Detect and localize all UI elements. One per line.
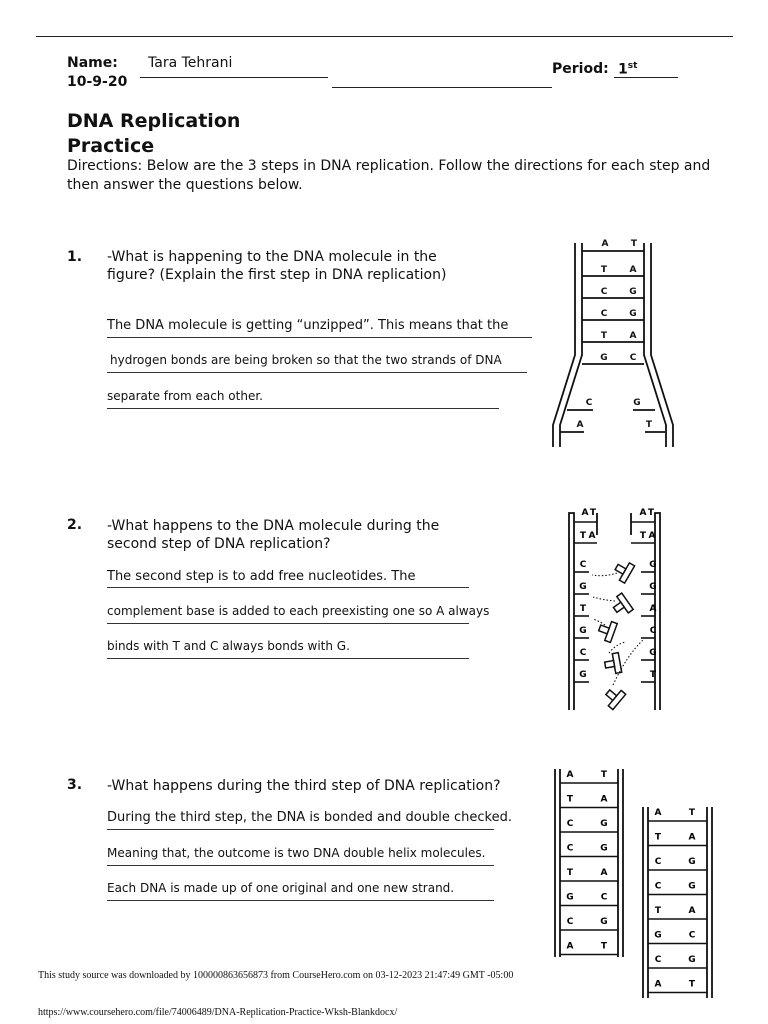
base-label: T xyxy=(639,531,647,541)
free-nucleotide xyxy=(603,653,621,675)
base-label: C xyxy=(566,843,574,854)
answer-3-line-3: Each DNA is made up of one original and one new strand. xyxy=(107,881,455,895)
question-2-text: -What happens to the DNA molecule during the second step of DNA replication? xyxy=(107,518,440,552)
base-label: G xyxy=(629,287,637,297)
date-value: 10-9-20 xyxy=(67,74,128,90)
nucleotide-arrow xyxy=(593,619,605,625)
answer-line xyxy=(107,337,532,338)
base-label: T xyxy=(589,508,597,518)
question-1-text: -What is happening to the DNA molecule in the figure? (Explain the first step in DNA replication) xyxy=(107,249,447,283)
answer-2-line-2: complement base is added to each preexisting one so A always xyxy=(107,604,490,618)
base-label: G xyxy=(654,930,662,941)
free-nucleotide xyxy=(596,618,617,642)
base-label: G xyxy=(649,560,657,570)
base-label: T xyxy=(600,941,608,952)
base-label: G xyxy=(633,398,641,408)
dna-unzipping-figure xyxy=(545,235,675,450)
base-label: G xyxy=(600,353,608,363)
dna-daughter-molecule-2 xyxy=(640,803,720,1003)
base-label: A xyxy=(654,979,662,990)
base-label: G xyxy=(600,843,608,854)
base-label: C xyxy=(579,560,587,570)
base-label: T xyxy=(688,979,696,990)
footer-source-url[interactable]: https://www.coursehero.com/file/74006489/DNA-Replication-Practice-Wksh-Blankdocx/ xyxy=(38,1007,398,1018)
base-label: G xyxy=(629,309,637,319)
base-label: G xyxy=(688,955,696,965)
answer-line xyxy=(107,865,494,866)
base-label: C xyxy=(600,892,608,903)
footer-download-note: This study source was downloaded by 100000863656873 from CourseHero.com on 03-12-2023 21:47:49 GMT -05:00 xyxy=(38,970,514,981)
question-3-number: 3. xyxy=(67,777,83,793)
answer-1-line-3: separate from each other. xyxy=(107,389,263,403)
top-rule xyxy=(36,36,733,37)
name-underline xyxy=(140,77,328,78)
base-label: C xyxy=(600,287,608,297)
base-label: G xyxy=(579,582,587,592)
answer-line xyxy=(107,408,499,409)
base-label: T xyxy=(579,604,587,614)
base-label: G xyxy=(579,670,587,680)
answer-2-line-1: The second step is to add free nucleotides. The xyxy=(107,569,416,584)
answer-line xyxy=(107,372,527,373)
name-value: Tara Tehrani xyxy=(148,55,233,71)
base-label: G xyxy=(649,648,657,658)
base-label: T xyxy=(647,508,655,518)
answer-line xyxy=(107,900,494,901)
answer-line xyxy=(107,658,469,659)
base-label: G xyxy=(600,917,608,927)
answer-1-line-2: hydrogen bonds are being broken so that the two strands of DNA xyxy=(110,353,502,367)
base-label: G xyxy=(579,626,587,636)
base-label: T xyxy=(600,265,608,275)
ladder-bases xyxy=(648,808,707,993)
answer-line xyxy=(107,829,494,830)
base-label: G xyxy=(649,582,657,592)
answer-line xyxy=(107,623,469,624)
date-underline xyxy=(332,87,552,88)
dna-free-nucleotides-figure xyxy=(565,505,675,715)
base-label: G xyxy=(688,857,696,867)
base-label: C xyxy=(654,881,662,892)
name-label: Name: xyxy=(67,55,118,71)
free-nucleotide xyxy=(609,593,633,618)
base-label: A xyxy=(639,508,647,518)
base-label: A xyxy=(654,808,662,818)
base-label: C xyxy=(585,398,593,408)
base-label: G xyxy=(688,881,696,892)
base-label: T xyxy=(566,868,574,878)
answer-2-line-3: binds with T and C always bonds with G. xyxy=(107,639,350,653)
ladder-rails xyxy=(555,769,623,957)
page-title: DNA Replication Practice xyxy=(67,110,241,157)
base-label: G xyxy=(600,819,608,829)
base-label: A xyxy=(566,941,574,952)
answer-3-line-2: Meaning that, the outcome is two DNA double helix molecules. xyxy=(107,846,486,860)
nucleotide-arrow xyxy=(592,573,617,576)
base-label: T xyxy=(630,239,638,249)
nucleotide-arrow xyxy=(609,642,625,653)
ladder-bases xyxy=(560,770,618,955)
base-label: T xyxy=(645,420,653,430)
base-label: T xyxy=(688,808,696,818)
ladder-rails xyxy=(553,243,673,447)
answer-3-line-1: During the third step, the DNA is bonded and double checked. xyxy=(107,810,512,825)
base-label: A xyxy=(600,794,608,805)
question-2-number: 2. xyxy=(67,517,83,533)
base-label: G xyxy=(566,892,574,903)
base-label: C xyxy=(566,917,574,927)
base-label: C xyxy=(566,819,574,829)
base-label: A xyxy=(688,832,696,843)
base-label: C xyxy=(629,353,637,363)
base-label: A xyxy=(588,531,596,541)
base-label: A xyxy=(688,906,696,916)
nucleotide-arrow xyxy=(593,597,615,601)
base-label: C xyxy=(649,626,657,636)
base-label: C xyxy=(688,930,696,941)
base-label: A xyxy=(629,265,637,275)
base-label: A xyxy=(648,531,656,541)
period-label: Period: xyxy=(552,61,609,77)
period-underline xyxy=(614,77,678,78)
free-nucleotide xyxy=(612,558,635,583)
base-label: T xyxy=(566,794,574,805)
base-label: A xyxy=(581,508,589,518)
base-label: A xyxy=(649,604,657,614)
strand-bases xyxy=(574,508,657,710)
question-1-number: 1. xyxy=(67,249,83,265)
ladder-rails xyxy=(643,807,712,998)
answer-line xyxy=(107,587,469,588)
base-label: T xyxy=(654,832,662,843)
dna-daughter-molecule-1 xyxy=(552,765,632,960)
base-labels xyxy=(577,239,653,430)
base-label: A xyxy=(629,331,637,341)
base-label: A xyxy=(601,239,609,249)
period-value: 1st xyxy=(618,61,638,78)
question-3-text: -What happens during the third step of DNA replication? xyxy=(107,778,501,794)
base-label: A xyxy=(566,770,574,780)
base-label: C xyxy=(654,857,662,867)
free-nucleotide xyxy=(601,685,625,710)
base-label: T xyxy=(600,331,608,341)
base-label: T xyxy=(649,670,657,680)
answer-1-line-1: The DNA molecule is getting “unzipped”. This means that the xyxy=(107,318,509,333)
base-label: C xyxy=(579,648,587,658)
base-label: T xyxy=(579,531,587,541)
base-label: T xyxy=(600,770,608,780)
base-label: C xyxy=(654,955,662,965)
directions: Directions: Below are the 3 steps in DNA replication. Follow the directions for each step and then answer the questions below. xyxy=(67,158,711,193)
base-label: A xyxy=(600,868,608,878)
base-label: T xyxy=(654,906,662,916)
base-label: C xyxy=(600,309,608,319)
base-label: A xyxy=(576,420,584,430)
